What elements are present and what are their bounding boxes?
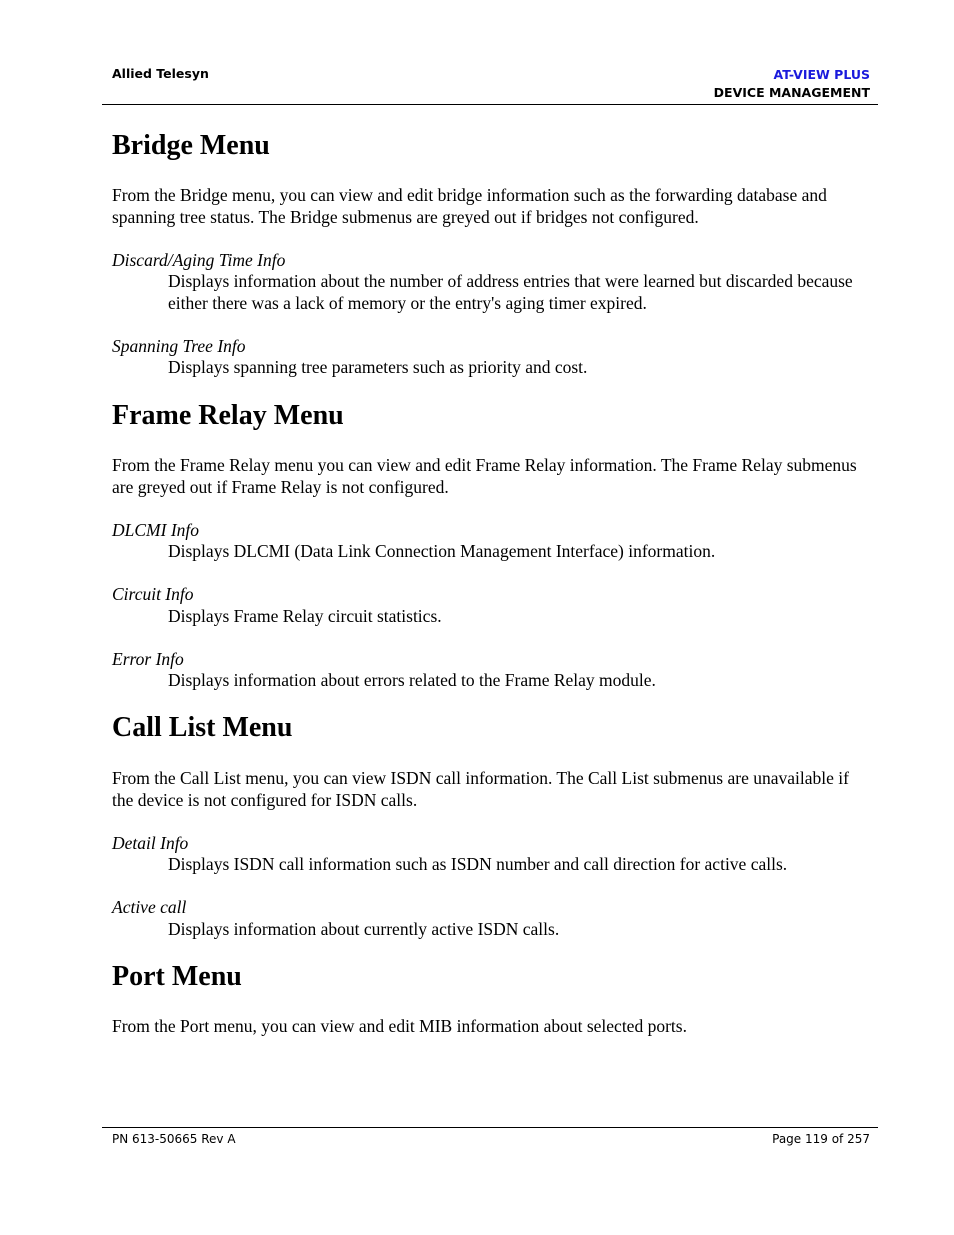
term-discard-aging: Discard/Aging Time Info xyxy=(112,250,286,270)
term-dlcmi: DLCMI Info xyxy=(112,520,200,540)
desc-active-call: Displays information about currently active ISDN calls. xyxy=(168,919,560,939)
desc-error: Displays information about errors related to the Frame Relay module. xyxy=(168,670,656,690)
header-rule xyxy=(102,104,878,105)
term-spanning-tree: Spanning Tree Info xyxy=(112,336,246,356)
section-title-bridge: Bridge Menu xyxy=(112,130,270,161)
section-intro-bridge: From the Bridge menu, you can view and edit bridge information such as the forwarding database and spanning tree status. The Bridge submenus are greyed out if bridges not configured. xyxy=(112,185,827,227)
section-title-call-list: Call List Menu xyxy=(112,712,293,743)
section-intro-frame-relay: From the Frame Relay menu you can view and edit Frame Relay information. The Frame Relay submenus are greyed out if Frame Relay is not configured. xyxy=(112,455,857,497)
section-intro-call-list: From the Call List menu, you can view ISDN call information. The Call List submenus are unavailable if the device is not configured for ISDN calls. xyxy=(112,768,849,810)
header-subtitle: DEVICE MANAGEMENT xyxy=(713,85,870,100)
footer-rule xyxy=(102,1127,878,1128)
desc-circuit: Displays Frame Relay circuit statistics. xyxy=(168,606,442,626)
section-intro-port: From the Port menu, you can view and edit MIB information about selected ports. xyxy=(112,1016,687,1036)
term-detail-info: Detail Info xyxy=(112,833,189,853)
header-right xyxy=(714,66,870,102)
header-company: Allied Telesyn xyxy=(112,66,209,81)
desc-detail-info: Displays ISDN call information such as ISDN number and call direction for active calls. xyxy=(168,854,788,874)
desc-dlcmi: Displays DLCMI (Data Link Connection Management Interface) information. xyxy=(168,541,716,561)
desc-spanning-tree: Displays spanning tree parameters such as priority and cost. xyxy=(168,357,588,377)
desc-discard-aging: Displays information about the number of address entries that were learned but discarded because either there was a lack of memory or the entry's aging timer expired. xyxy=(168,271,853,313)
term-circuit: Circuit Info xyxy=(112,584,194,604)
section-title-port: Port Menu xyxy=(112,961,242,992)
term-active-call: Active call xyxy=(112,897,187,917)
section-title-frame-relay: Frame Relay Menu xyxy=(112,400,344,431)
footer-part-number: PN 613-50665 Rev A xyxy=(112,1132,236,1146)
header-product: AT-VIEW PLUS xyxy=(773,67,870,82)
term-error: Error Info xyxy=(112,649,184,669)
footer-page-number: Page 119 of 257 xyxy=(772,1132,870,1146)
